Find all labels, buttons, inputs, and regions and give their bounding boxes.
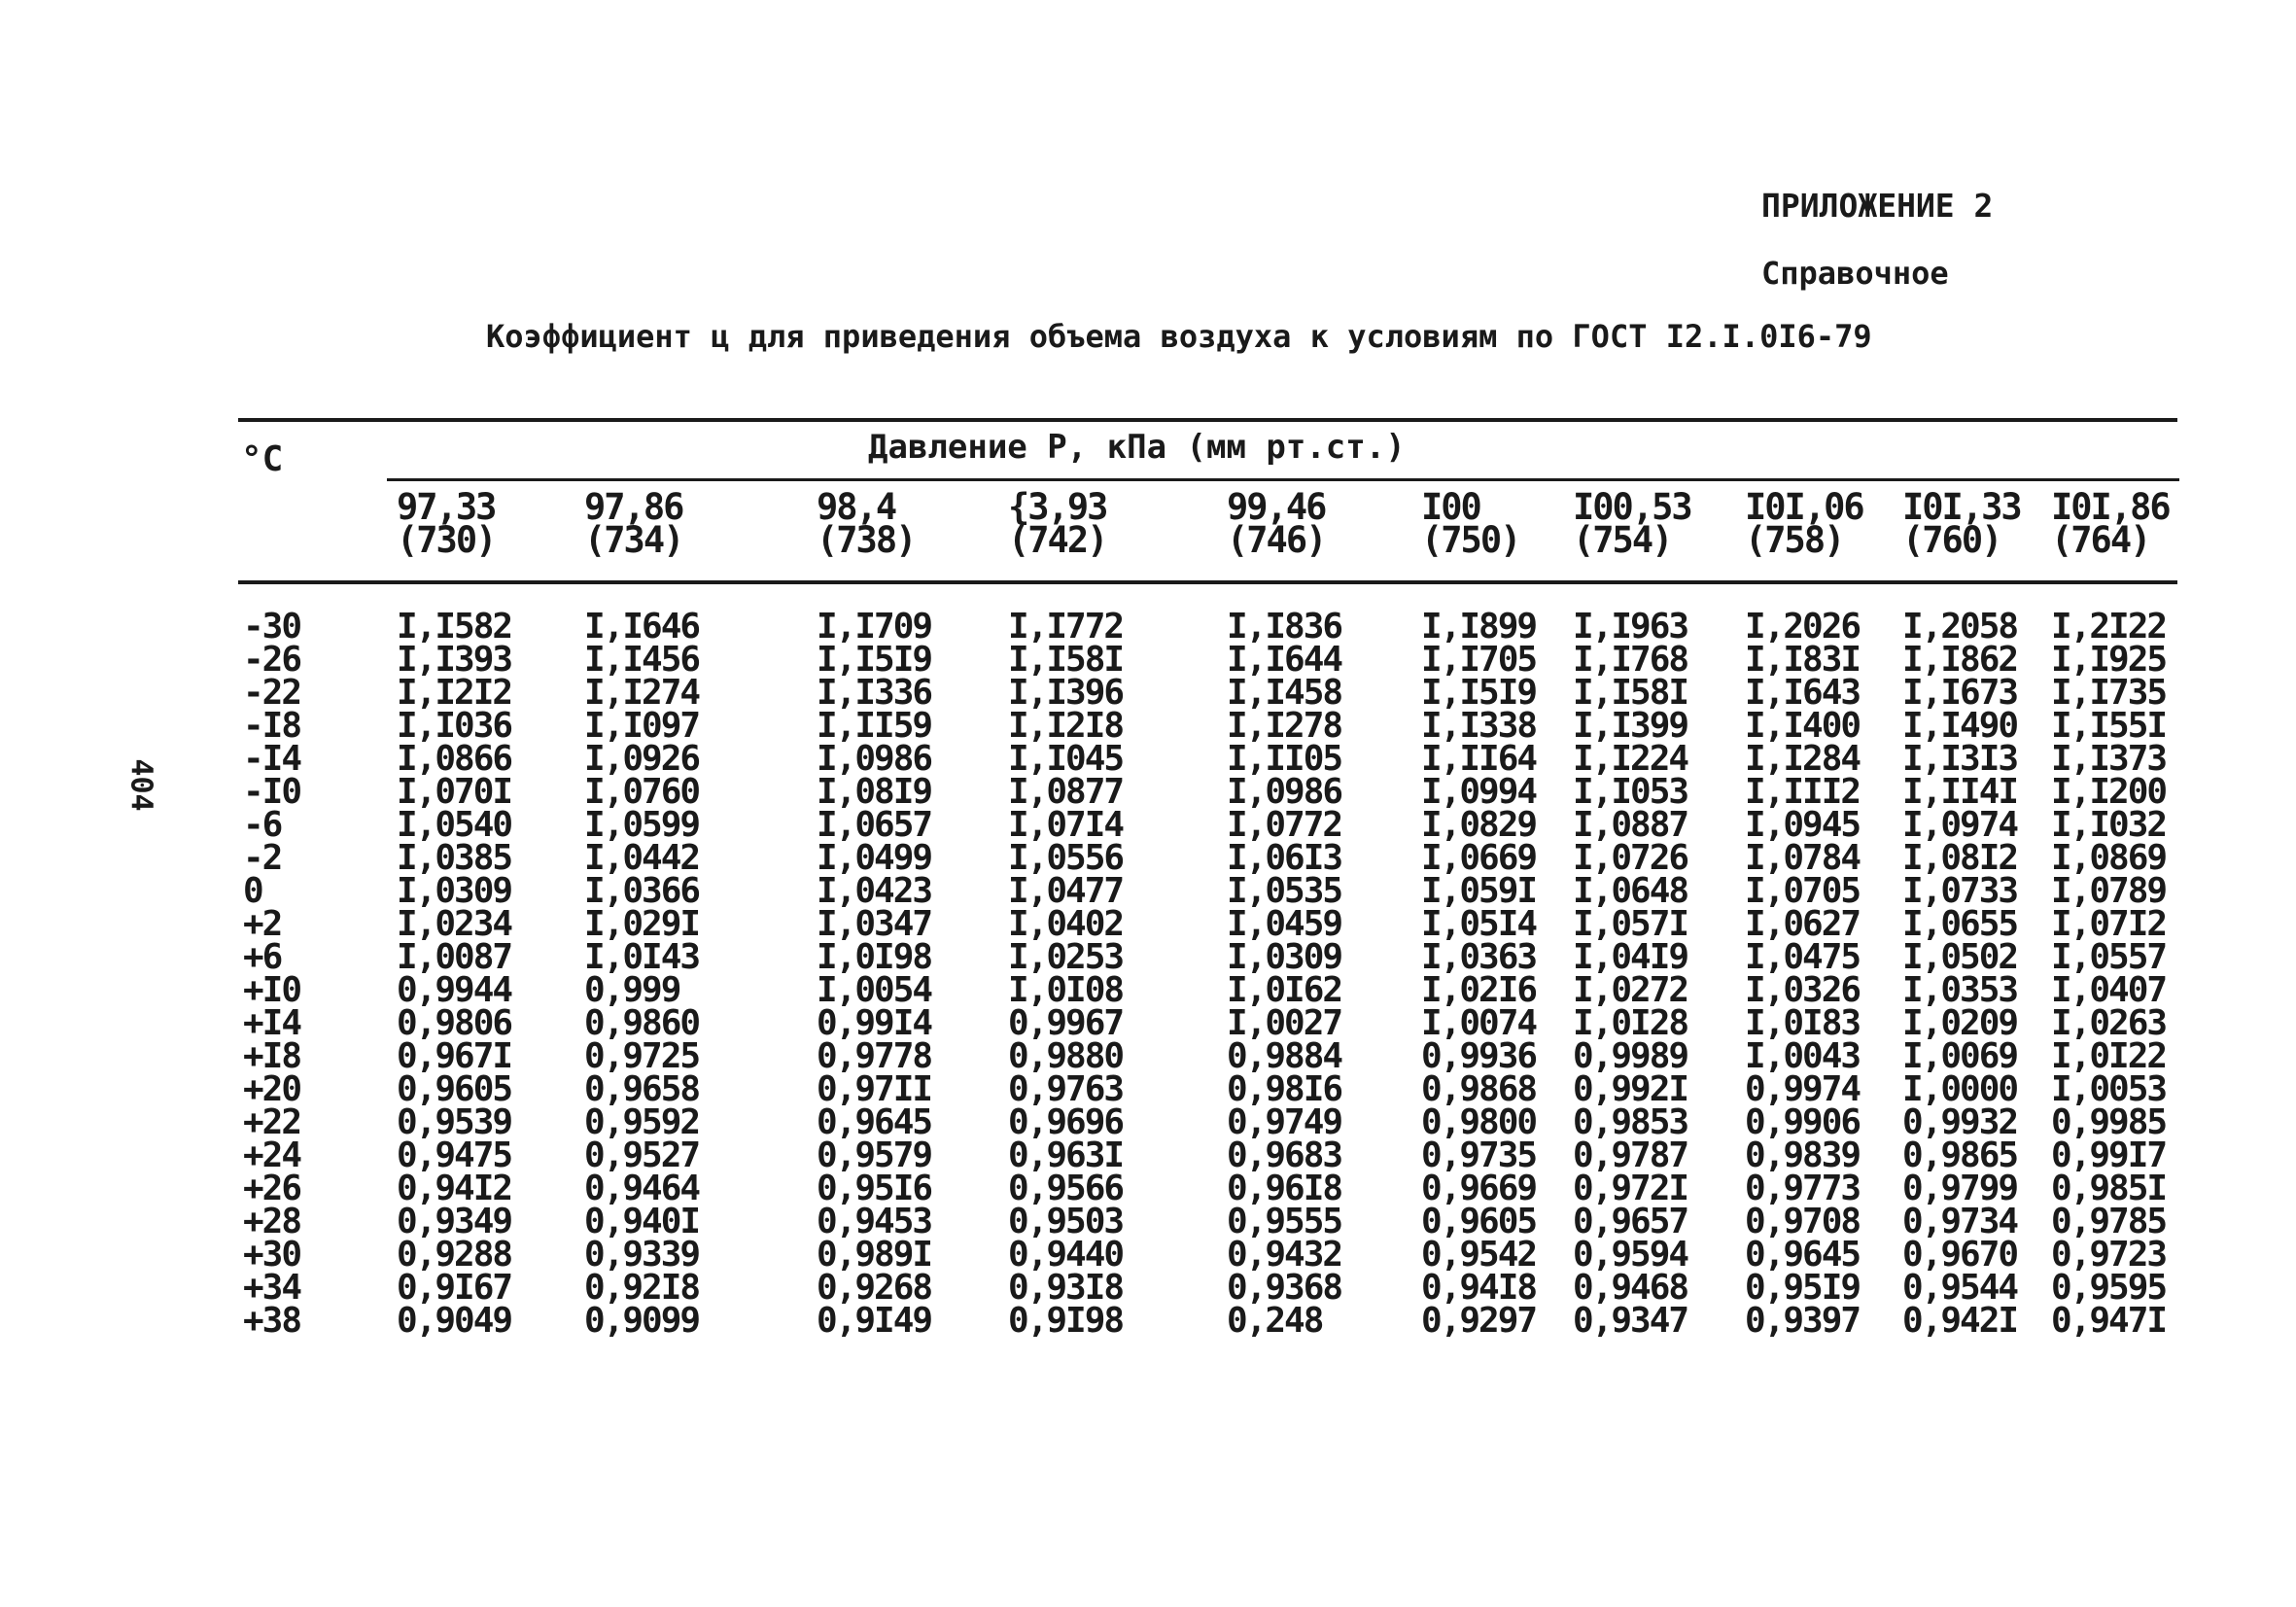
coefficient-cell: 0,9806 <box>397 1003 512 1043</box>
coefficient-cell: 0,9432 <box>1227 1235 1342 1275</box>
coefficient-cell: I,0423 <box>817 871 932 911</box>
coefficient-cell: I,I5I9 <box>1421 673 1537 713</box>
temperature-cell: -26 <box>243 640 301 680</box>
coefficient-cell: 0,92I8 <box>584 1268 700 1308</box>
coefficient-cell: I,I274 <box>584 673 700 713</box>
coefficient-cell: 0,9860 <box>584 1003 700 1043</box>
coefficient-cell: 0,989I <box>817 1235 932 1275</box>
coefficient-cell: 0,9592 <box>584 1102 700 1142</box>
coefficient-cell: 0,9368 <box>1227 1268 1342 1308</box>
coefficient-cell: I,0442 <box>584 838 700 878</box>
coefficient-cell: I,0877 <box>1008 772 1124 812</box>
coefficient-cell: I,07I4 <box>1008 805 1124 845</box>
coefficient-cell: 0,9658 <box>584 1069 700 1109</box>
temperature-cell: +26 <box>243 1169 301 1208</box>
temperature-cell: +22 <box>243 1102 301 1142</box>
coefficient-cell: I,I3I3 <box>1902 739 2018 779</box>
coefficient-cell: I,III2 <box>1745 772 1861 812</box>
reference-label: Справочное <box>1761 255 1949 292</box>
coefficient-cell: I,I400 <box>1745 706 1861 746</box>
coefficient-cell: 0,9464 <box>584 1169 700 1208</box>
coefficient-cell: I,I673 <box>1902 673 2018 713</box>
coefficient-cell: I,0253 <box>1008 937 1124 977</box>
coefficient-cell: 0,940I <box>584 1202 700 1241</box>
coefficient-cell: 0,9347 <box>1573 1301 1688 1341</box>
coefficient-cell: I,0I98 <box>817 937 932 977</box>
coefficient-cell: I,07I2 <box>2051 904 2167 944</box>
coefficient-cell: 0,9645 <box>817 1102 932 1142</box>
coefficient-cell: I,0074 <box>1421 1003 1537 1043</box>
coefficient-cell: I,II4I <box>1902 772 2018 812</box>
coefficient-cell: I,0726 <box>1573 838 1688 878</box>
coefficient-cell: 0,99I7 <box>2051 1135 2167 1175</box>
coefficient-cell: 0,985I <box>2051 1169 2167 1208</box>
coefficient-cell: I,I58I <box>1573 673 1688 713</box>
column-header <box>2051 486 2170 561</box>
column-kpa: I00,53 <box>1573 486 1691 528</box>
column-kpa: I0I,33 <box>1902 486 2021 528</box>
coefficient-cell: 0,9944 <box>397 970 512 1010</box>
coefficient-cell: I,0733 <box>1902 871 2018 911</box>
temperature-cell: -22 <box>243 673 301 713</box>
coefficient-cell: 0,9749 <box>1227 1102 1342 1142</box>
coefficient-cell: I,0599 <box>584 805 700 845</box>
column-mmhg: (734) <box>584 519 683 561</box>
coefficient-cell: I,I456 <box>584 640 700 680</box>
coefficient-cell: 0,9542 <box>1421 1235 1537 1275</box>
coefficient-cell: 0,9288 <box>397 1235 512 1275</box>
coefficient-cell: 0,9967 <box>1008 1003 1124 1043</box>
column-kpa: 97,33 <box>397 486 496 528</box>
coefficient-cell: I,I705 <box>1421 640 1537 680</box>
coefficient-cell: 0,9868 <box>1421 1069 1537 1109</box>
coefficient-cell: I,I045 <box>1008 739 1124 779</box>
coefficient-cell: I,I643 <box>1745 673 1861 713</box>
coefficient-cell: I,II64 <box>1421 739 1537 779</box>
temperature-cell: -2 <box>243 838 282 878</box>
coefficient-cell: I,I396 <box>1008 673 1124 713</box>
coefficient-cell: I,I490 <box>1902 706 2018 746</box>
coefficient-cell: I,0760 <box>584 772 700 812</box>
coefficient-cell: I,0272 <box>1573 970 1688 1010</box>
coefficient-cell: 0,9503 <box>1008 1202 1124 1241</box>
coefficient-cell: I,II59 <box>817 706 932 746</box>
temperature-cell: +I4 <box>243 1003 301 1043</box>
coefficient-cell: 0,9985 <box>2051 1102 2167 1142</box>
header-divider-rule <box>387 478 2179 481</box>
coefficient-cell: 0,9297 <box>1421 1301 1537 1341</box>
coefficient-cell: I,0648 <box>1573 871 1688 911</box>
coefficient-cell: I,0477 <box>1008 871 1124 911</box>
coefficient-cell: I,0043 <box>1745 1036 1861 1076</box>
coefficient-cell: 0,9778 <box>817 1036 932 1076</box>
coefficient-cell: I,0309 <box>1227 937 1342 977</box>
page-number: 404 <box>123 758 158 812</box>
coefficient-cell: I,I83I <box>1745 640 1861 680</box>
coefficient-cell: I,I338 <box>1421 706 1537 746</box>
coefficient-cell: I,0I62 <box>1227 970 1342 1010</box>
coefficient-cell: 0,9884 <box>1227 1036 1342 1076</box>
column-kpa: 97,86 <box>584 486 683 528</box>
coefficient-cell: I,2026 <box>1745 607 1861 646</box>
coefficient-cell: I,0784 <box>1745 838 1861 878</box>
pressure-header: Давление Р, кПа (мм рт.ст.) <box>868 428 1406 467</box>
coefficient-cell: 0,9527 <box>584 1135 700 1175</box>
coefficient-cell: I,08I9 <box>817 772 932 812</box>
coefficient-cell: I,I399 <box>1573 706 1688 746</box>
temperature-unit-label: °C <box>241 439 284 479</box>
coefficient-cell: 0,95I6 <box>817 1169 932 1208</box>
coefficient-cell: 0,9566 <box>1008 1169 1124 1208</box>
coefficient-cell: 0,9595 <box>2051 1268 2167 1308</box>
coefficient-cell: 0,248 <box>1227 1301 1323 1341</box>
coefficient-cell: I,0556 <box>1008 838 1124 878</box>
coefficient-cell: I,0385 <box>397 838 512 878</box>
coefficient-cell: I,I709 <box>817 607 932 646</box>
temperature-cell: +24 <box>243 1135 301 1175</box>
coefficient-cell: I,I2I8 <box>1008 706 1124 746</box>
temperature-cell: +30 <box>243 1235 301 1275</box>
coefficient-cell: I,0986 <box>1227 772 1342 812</box>
coefficient-cell: I,0499 <box>817 838 932 878</box>
coefficient-cell: 0,9594 <box>1573 1235 1688 1275</box>
coefficient-cell: I,I393 <box>397 640 512 680</box>
coefficient-cell: 0,9605 <box>397 1069 512 1109</box>
coefficient-cell: I,0054 <box>817 970 932 1010</box>
coefficient-cell: 0,9799 <box>1902 1169 2018 1208</box>
coefficient-cell: 0,9723 <box>2051 1235 2167 1275</box>
coefficient-cell: 0,9605 <box>1421 1202 1537 1241</box>
coefficient-cell: 0,9I67 <box>397 1268 512 1308</box>
coefficient-cell: I,0I83 <box>1745 1003 1861 1043</box>
coefficient-cell: I,0000 <box>1902 1069 2018 1109</box>
coefficient-cell: I,0353 <box>1902 970 2018 1010</box>
coefficient-cell: 0,9800 <box>1421 1102 1537 1142</box>
coefficient-cell: 0,9936 <box>1421 1036 1537 1076</box>
coefficient-cell: 0,96I8 <box>1227 1169 1342 1208</box>
coefficient-cell: 0,9734 <box>1902 1202 2018 1241</box>
coefficient-cell: I,0209 <box>1902 1003 2018 1043</box>
coefficient-cell: I,I224 <box>1573 739 1688 779</box>
coefficient-cell: 0,9853 <box>1573 1102 1688 1142</box>
table-top-rule <box>238 418 2177 422</box>
coefficient-cell: 0,9670 <box>1902 1235 2018 1275</box>
column-header <box>1573 486 1691 561</box>
coefficient-cell: I,0655 <box>1902 904 2018 944</box>
coefficient-cell: 0,9735 <box>1421 1135 1537 1175</box>
temperature-cell: +28 <box>243 1202 301 1241</box>
column-header <box>397 486 496 561</box>
coefficient-cell: 0,9773 <box>1745 1169 1861 1208</box>
coefficient-cell: I,0087 <box>397 937 512 977</box>
coefficient-cell: I,I836 <box>1227 607 1342 646</box>
coefficient-cell: I,0866 <box>397 739 512 779</box>
coefficient-cell: I,057I <box>1573 904 1688 944</box>
header-bottom-rule <box>238 580 2177 584</box>
coefficient-cell: I,I582 <box>397 607 512 646</box>
coefficient-cell: 0,99I4 <box>817 1003 932 1043</box>
coefficient-cell: 0,9645 <box>1745 1235 1861 1275</box>
coefficient-cell: I,0366 <box>584 871 700 911</box>
coefficient-cell: I,I772 <box>1008 607 1124 646</box>
coefficient-cell: I,0363 <box>1421 937 1537 977</box>
coefficient-cell: I,0347 <box>817 904 932 944</box>
coefficient-cell: 0,9683 <box>1227 1135 1342 1175</box>
coefficient-cell: I,02I6 <box>1421 970 1537 1010</box>
coefficient-cell: I,0I28 <box>1573 1003 1688 1043</box>
coefficient-cell: 0,9468 <box>1573 1268 1688 1308</box>
coefficient-cell: 0,9696 <box>1008 1102 1124 1142</box>
coefficient-cell: I,0234 <box>397 904 512 944</box>
coefficient-cell: I,0540 <box>397 805 512 845</box>
coefficient-cell: I,I053 <box>1573 772 1688 812</box>
coefficient-cell: 0,9932 <box>1902 1102 2018 1142</box>
coefficient-cell: 0,9268 <box>817 1268 932 1308</box>
coefficient-cell: I,I278 <box>1227 706 1342 746</box>
column-mmhg: (754) <box>1573 519 1672 561</box>
coefficient-cell: 0,9397 <box>1745 1301 1861 1341</box>
coefficient-cell: 0,98I6 <box>1227 1069 1342 1109</box>
coefficient-cell: I,0869 <box>2051 838 2167 878</box>
column-mmhg: (758) <box>1745 519 1844 561</box>
coefficient-cell: 0,94I8 <box>1421 1268 1537 1308</box>
coefficient-cell: 0,999 <box>584 970 680 1010</box>
coefficient-cell: I,0459 <box>1227 904 1342 944</box>
temperature-cell: +2 <box>243 904 282 944</box>
column-mmhg: (750) <box>1421 519 1520 561</box>
temperature-cell: +38 <box>243 1301 301 1341</box>
coefficient-cell: 0,9099 <box>584 1301 700 1341</box>
coefficient-cell: 0,9787 <box>1573 1135 1688 1175</box>
coefficient-cell: 0,94I2 <box>397 1169 512 1208</box>
coefficient-cell: I,I097 <box>584 706 700 746</box>
coefficient-cell: 0,9669 <box>1421 1169 1537 1208</box>
coefficient-cell: 0,9708 <box>1745 1202 1861 1241</box>
coefficient-cell: I,0986 <box>817 739 932 779</box>
coefficient-cell: 0,9349 <box>397 1202 512 1241</box>
coefficient-cell: I,I036 <box>397 706 512 746</box>
coefficient-cell: 0,93I8 <box>1008 1268 1124 1308</box>
coefficient-cell: 0,9475 <box>397 1135 512 1175</box>
coefficient-cell: I,I5I9 <box>817 640 932 680</box>
coefficient-cell: I,0475 <box>1745 937 1861 977</box>
coefficient-cell: I,0326 <box>1745 970 1861 1010</box>
coefficient-cell: 0,972I <box>1573 1169 1688 1208</box>
column-header <box>584 486 683 561</box>
coefficient-cell: I,I644 <box>1227 640 1342 680</box>
coefficient-cell: I,2I22 <box>2051 607 2167 646</box>
coefficient-cell: I,0887 <box>1573 805 1688 845</box>
temperature-cell: +6 <box>243 937 282 977</box>
coefficient-cell: I,0705 <box>1745 871 1861 911</box>
coefficient-cell: 0,9725 <box>584 1036 700 1076</box>
coefficient-cell: 0,9763 <box>1008 1069 1124 1109</box>
coefficient-cell: I,I899 <box>1421 607 1537 646</box>
column-header <box>1227 486 1326 561</box>
coefficient-cell: 0,9865 <box>1902 1135 2018 1175</box>
column-mmhg: (760) <box>1902 519 2001 561</box>
column-kpa: 99,46 <box>1227 486 1326 528</box>
coefficient-cell: I,I55I <box>2051 706 2167 746</box>
coefficient-cell: I,I646 <box>584 607 700 646</box>
column-kpa: I0I,06 <box>1745 486 1863 528</box>
coefficient-cell: I,I862 <box>1902 640 2018 680</box>
coefficient-cell: I,I58I <box>1008 640 1124 680</box>
coefficient-cell: I,0263 <box>2051 1003 2167 1043</box>
coefficient-cell: I,I963 <box>1573 607 1688 646</box>
temperature-cell: -6 <box>243 805 282 845</box>
coefficient-cell: 0,992I <box>1573 1069 1688 1109</box>
coefficient-cell: 0,9555 <box>1227 1202 1342 1241</box>
coefficient-cell: 0,9989 <box>1573 1036 1688 1076</box>
column-kpa: I00 <box>1421 486 1480 528</box>
column-kpa: 98,4 <box>817 486 896 528</box>
coefficient-cell: 0,95I9 <box>1745 1268 1861 1308</box>
appendix-label: ПРИЛОЖЕНИЕ 2 <box>1761 187 1994 225</box>
coefficient-cell: I,I768 <box>1573 640 1688 680</box>
coefficient-cell: I,0407 <box>2051 970 2167 1010</box>
coefficient-cell: 0,9I49 <box>817 1301 932 1341</box>
column-header <box>1008 486 1107 561</box>
coefficient-cell: I,0069 <box>1902 1036 2018 1076</box>
coefficient-cell: I,070I <box>397 772 512 812</box>
coefficient-cell: I,0657 <box>817 805 932 845</box>
coefficient-cell: I,08I2 <box>1902 838 2018 878</box>
coefficient-cell: I,0994 <box>1421 772 1537 812</box>
column-mmhg: (764) <box>2051 519 2150 561</box>
column-header <box>1902 486 2021 561</box>
coefficient-cell: I,0829 <box>1421 805 1537 845</box>
document-title: Коэффициент ц для приведения объема воздуха к условиям по ГОСТ I2.I.0I6-79 <box>486 318 1872 355</box>
temperature-cell: -30 <box>243 607 301 646</box>
coefficient-cell: 0,9974 <box>1745 1069 1861 1109</box>
coefficient-cell: I,0926 <box>584 739 700 779</box>
coefficient-cell: 0,9579 <box>817 1135 932 1175</box>
coefficient-cell: I,I336 <box>817 673 932 713</box>
column-header <box>1421 486 1520 561</box>
coefficient-cell: 0,9I98 <box>1008 1301 1124 1341</box>
temperature-cell: +20 <box>243 1069 301 1109</box>
coefficient-cell: I,0535 <box>1227 871 1342 911</box>
column-mmhg: (742) <box>1008 519 1107 561</box>
coefficient-cell: 0,9440 <box>1008 1235 1124 1275</box>
coefficient-cell: 0,9785 <box>2051 1202 2167 1241</box>
coefficient-cell: I,06I3 <box>1227 838 1342 878</box>
temperature-cell: 0 <box>243 871 262 911</box>
coefficient-cell: I,0309 <box>397 871 512 911</box>
coefficient-cell: I,05I4 <box>1421 904 1537 944</box>
coefficient-cell: 0,97II <box>817 1069 932 1109</box>
coefficient-cell: 0,9049 <box>397 1301 512 1341</box>
coefficient-cell: I,I458 <box>1227 673 1342 713</box>
coefficient-cell: I,0974 <box>1902 805 2018 845</box>
coefficient-cell: I,I925 <box>2051 640 2167 680</box>
coefficient-cell: 0,947I <box>2051 1301 2167 1341</box>
temperature-cell: +I8 <box>243 1036 301 1076</box>
coefficient-cell: I,0502 <box>1902 937 2018 977</box>
coefficient-cell: I,2058 <box>1902 607 2018 646</box>
temperature-cell: -I0 <box>243 772 301 812</box>
coefficient-cell: I,029I <box>584 904 700 944</box>
temperature-cell: +34 <box>243 1268 301 1308</box>
coefficient-cell: I,0772 <box>1227 805 1342 845</box>
coefficient-cell: I,I373 <box>2051 739 2167 779</box>
coefficient-cell: I,0I22 <box>2051 1036 2167 1076</box>
coefficient-cell: 0,963I <box>1008 1135 1124 1175</box>
column-kpa: {3,93 <box>1008 486 1107 528</box>
coefficient-cell: 0,9544 <box>1902 1268 2018 1308</box>
coefficient-cell: I,0557 <box>2051 937 2167 977</box>
coefficient-cell: I,II05 <box>1227 739 1342 779</box>
coefficient-cell: I,0I08 <box>1008 970 1124 1010</box>
coefficient-cell: I,0945 <box>1745 805 1861 845</box>
coefficient-cell: I,0627 <box>1745 904 1861 944</box>
column-header <box>817 486 916 561</box>
coefficient-cell: I,I735 <box>2051 673 2167 713</box>
coefficient-cell: I,0053 <box>2051 1069 2167 1109</box>
coefficient-cell: 0,9453 <box>817 1202 932 1241</box>
coefficient-cell: I,0402 <box>1008 904 1124 944</box>
coefficient-cell: I,0027 <box>1227 1003 1342 1043</box>
coefficient-cell: 0,9880 <box>1008 1036 1124 1076</box>
coefficient-cell: I,0789 <box>2051 871 2167 911</box>
coefficient-cell: I,I032 <box>2051 805 2167 845</box>
coefficient-cell: I,I200 <box>2051 772 2167 812</box>
coefficient-cell: I,I284 <box>1745 739 1861 779</box>
coefficient-cell: 0,9539 <box>397 1102 512 1142</box>
column-kpa: I0I,86 <box>2051 486 2170 528</box>
coefficient-cell: I,I2I2 <box>397 673 512 713</box>
coefficient-cell: 0,942I <box>1902 1301 2018 1341</box>
temperature-cell: -I4 <box>243 739 301 779</box>
temperature-cell: +I0 <box>243 970 301 1010</box>
coefficient-cell: 0,967I <box>397 1036 512 1076</box>
column-mmhg: (738) <box>817 519 916 561</box>
temperature-cell: -I8 <box>243 706 301 746</box>
coefficient-cell: I,0I43 <box>584 937 700 977</box>
column-mmhg: (746) <box>1227 519 1326 561</box>
coefficient-cell: 0,9657 <box>1573 1202 1688 1241</box>
coefficient-cell: 0,9339 <box>584 1235 700 1275</box>
coefficient-cell: I,04I9 <box>1573 937 1688 977</box>
coefficient-cell: 0,9906 <box>1745 1102 1861 1142</box>
coefficient-cell: 0,9839 <box>1745 1135 1861 1175</box>
column-mmhg: (730) <box>397 519 496 561</box>
coefficient-cell: I,059I <box>1421 871 1537 911</box>
coefficient-cell: I,0669 <box>1421 838 1537 878</box>
column-header <box>1745 486 1863 561</box>
